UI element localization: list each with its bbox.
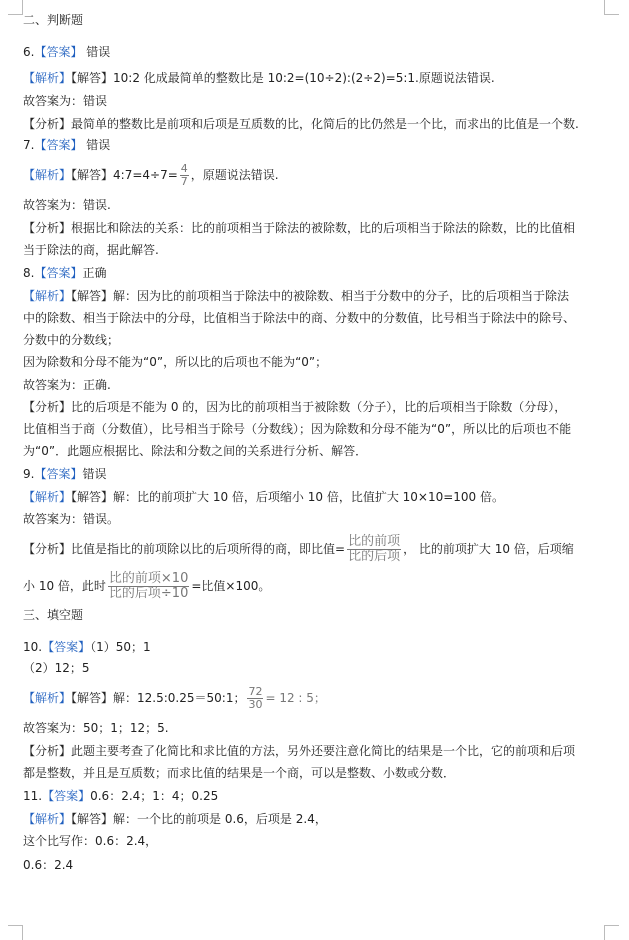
corner-mark-br [604,925,619,940]
q8-analysis-cont: 比值相当于商（分数值），比号相当于除号（分数线）；因为除数和分母不能为“0”，所以比的后项也不能 [23,422,572,436]
corner-mark-bl [8,925,23,940]
q10-analysis: 【分析】此题主要考查了化简比和求比值的方法，另外还要注意化简比的结果是一个比，它的前项和后项 [23,744,576,758]
q11-answer-line: 11.【答案】0.6：2.4；1：4；0.25 [23,789,219,803]
q7-analysis: 【分析】根据比和除法的关系：比的前项相当于除法的被除数，比的后项相当于除法的除数，比的比值相 [23,221,576,235]
fraction: 比的前项 比的后项 [348,534,401,564]
q9-solution: 【解析】【解答】解：比的前项扩大 10 倍，后项缩小 10 倍，比值扩大 10×10=100 倍。 [23,490,505,504]
fraction: $\frac{4}{7}$ [180,162,188,188]
q11-solution-cont: 0.6：2.4 [23,858,74,872]
q8-analysis-cont: 为“0”．此题应根据比、除法和分数之间的关系进行分析、解答． [23,444,368,458]
corner-mark-tl [8,0,23,15]
q10-solution: 【解析】【解答】解：12.5:0.25＝50:1； $\frac{72}{30}$ = 12 : 5； [23,685,326,711]
q11-solution: 【解析】【解答】解：一个比的前项是 0.6，后项是 2.4， [23,812,327,826]
q6-analysis: 【分析】最简单的整数比是前项和后项是互质数的比，化简后的比仍然是一个比，而求出的比值是一个数. [23,117,579,131]
q9-analysis-cont: 小 10 倍，此时 比的前项×10 比的后项÷10 =比值×100。 [23,571,271,601]
fraction: 比的前项×10 比的后项÷10 [108,571,189,601]
q8-solution-cont: 因为除数和分母不能为“0”，所以比的后项也不能为“0”； [23,355,328,369]
q10-answer-line-2: （2）12；5 [23,661,90,675]
q10-analysis-cont: 都是整数，并且是互质数；而求比值的结果是一个商，可以是整数、小数或分数． [23,766,456,780]
q9-conclusion: 故答案为：错误。 [23,512,120,526]
corner-mark-tr [604,0,619,15]
q8-conclusion: 故答案为：正确. [23,378,111,392]
q9-answer-line: 9.【答案】错误 [23,467,107,481]
section-heading: 三、填空题 [23,608,84,622]
q7-solution: 【解析】【解答】4:7=4÷7= $\frac{4}{7}$ ，原题说法错误. [23,162,279,188]
q8-solution-cont: 中的除数、相当于除法中的分母，比值相当于除法中的商、分数中的分数值，比号相当于除法中的除号、 [23,311,576,325]
q6-conclusion: 故答案为：错误 [23,94,108,108]
q9-analysis: 【分析】比值是指比的前项除以比的后项所得的商，即比值= 比的前项 比的后项 ， 比的前项扩大 10 倍，后项缩 [23,534,574,564]
q8-solution: 【解析】【解答】解：因为比的前项相当于除法中的被除数、相当于分数中的分子，比的后项相当于除法 [23,289,570,303]
q8-answer-line: 8.【答案】正确 [23,266,107,280]
section-heading: 二、判断题 [23,13,84,27]
q6-solution: 【解析】【解答】10:2 化成最简单的整数比是 10:2=(10÷2):(2÷2)=5:1.原题说法错误. [23,71,495,85]
q10-answer-line: 10.【答案】（1）50；1 [23,640,151,654]
q7-analysis-cont: 当于除法的商，据此解答. [23,243,159,257]
q7-conclusion: 故答案为：错误. [23,198,111,212]
fraction: $\frac{72}{30}$ [248,685,263,711]
q6-answer-line: 6.【答案】 错误 [23,45,111,59]
q8-analysis: 【分析】比的后项是不能为 0 的，因为比的前项相当于被除数（分子），比的后项相当于除数（分母）， [23,400,567,414]
q8-solution-cont: 分数中的分数线； [23,333,120,347]
q10-conclusion: 故答案为：50；1；12；5. [23,721,169,735]
q7-answer-line: 7.【答案】 错误 [23,138,111,152]
q11-solution-cont: 这个比写作：0.6：2.4， [23,834,158,848]
